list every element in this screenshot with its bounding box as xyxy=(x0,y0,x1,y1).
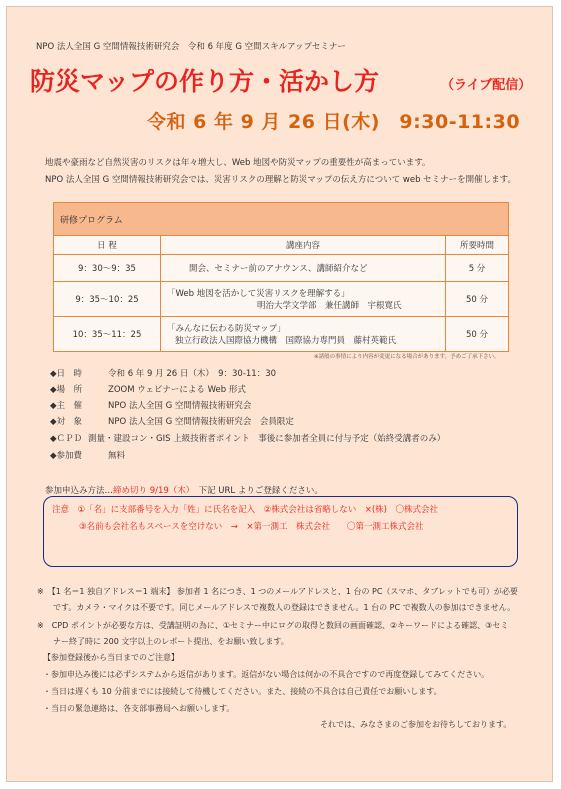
info-venue xyxy=(50,383,246,395)
table-row xyxy=(54,317,509,352)
program-table xyxy=(53,202,509,352)
footer-line-5: ・参加申込み後には必ずシステムから返信があります。返信がない場合は何かの不具合ですので再度登録してみてください。 xyxy=(43,670,490,679)
notice-line-1: 注意 ①「名」に支部番号を入力「姓」に氏名を記入 ②株式会社は省略しない ×(株) 〇株式会社 xyxy=(52,505,438,515)
row-duration: 50 分 xyxy=(446,282,509,317)
row-content xyxy=(161,282,446,317)
table-row xyxy=(54,282,509,317)
footer-heading: 【参加登録後から当日までのご注意】 xyxy=(43,653,179,662)
lecture-title: 「みんなに伝わる防災マップ」 xyxy=(167,324,286,334)
info-label: ◆日 時 xyxy=(50,369,83,379)
lecturer-name: 独立行政法人国際協力機構 国際協力専門員 藤村英範氏 xyxy=(175,336,397,346)
info-organizer xyxy=(50,399,251,411)
footer-line-6: ・当日は遅くも 10 分前までには接続して待機してください。また、接続の不具合は自己責任でお願いします。 xyxy=(43,687,442,696)
info-label: ◆場 所 xyxy=(50,385,83,395)
info-fee xyxy=(50,449,125,461)
info-label: ◆主 催 xyxy=(50,401,83,411)
info-value: 令和 6 年 9 月 26 日（木） 9：30-11：30 xyxy=(108,369,277,379)
row-content xyxy=(161,317,446,352)
program-note: ※諸般の事情により内容が変更になる場合があります。予めご了承下さい。 xyxy=(314,354,500,360)
program-header-row xyxy=(54,236,509,255)
info-target xyxy=(50,415,294,427)
header-content: 講座内容 xyxy=(161,236,446,255)
header-schedule: 日 程 xyxy=(54,236,161,255)
table-row xyxy=(54,255,509,282)
row-time: 9：30〜9：35 xyxy=(54,255,161,282)
footer-line-3: ※ CPD ポイントが必要な方は、受講証明の為に、①セミナー中にログの取得と数回の画面確認、②キーワードによる確認、③セミ xyxy=(37,621,509,630)
info-value: NPO 法人全国 G 空間情報技術研究会 xyxy=(108,401,252,411)
application-method xyxy=(45,484,323,496)
intro-line-1: 地震や豪雨など自然災害のリスクは年々増大し、Web 地図や防災マップの重要性が高まっています。 xyxy=(45,158,431,168)
organizer-header: NPO 法人全国 G 空間情報技術研究会 令和 6 年度 G 空間スキルアップセミナー xyxy=(36,42,346,52)
info-value: 測量・建設コン・GIS 上級技術者ポイント 事後に参加者全員に付与予定（始終受講者のみ） xyxy=(88,434,446,444)
row-duration: 50 分 xyxy=(446,317,509,352)
deadline-text: 締め切り 9/19（木） xyxy=(113,486,191,496)
program-caption: 研修プログラム xyxy=(54,203,509,236)
row-time: 10：35〜11：25 xyxy=(54,317,161,352)
info-label: ◆ＣＰＤ xyxy=(50,434,83,444)
row-duration: 5 分 xyxy=(446,255,509,282)
lecture-title: 「Web 地図を活かして災害リスクを理解する」 xyxy=(167,289,350,299)
live-stream-label: （ライブ配信） xyxy=(441,78,532,93)
info-date xyxy=(50,367,276,379)
lecturer-name: 明治大学文学部 兼任講師 宇根寛氏 xyxy=(257,301,402,311)
apply-prefix: 参加申込み方法… xyxy=(45,486,114,496)
header-duration: 所要時間 xyxy=(446,236,509,255)
info-value: ZOOM ウェビナーによる Web 形式 xyxy=(108,385,246,395)
footer-line-4: ナー終了時に 200 文字以上のレポート提出、をお願い致します。 xyxy=(37,637,289,646)
info-label: ◆参加費 xyxy=(50,451,83,461)
footer-line-1: ※ 【1 名＝1 独自アドレス＝1 端末】 参加者 1 名につき、1 つのメールアドレスと、1 台の PC（スマホ、タブレットでも可）が必要 xyxy=(37,587,518,596)
row-time: 9：35〜10：25 xyxy=(54,282,161,317)
notice-line-2: ③名前も会社名もスペースを空けない → ×第一測工 株式会社 〇第一測工株式会社 xyxy=(79,522,424,532)
footer-line-7: ・当日の緊急連絡は、各支部事務局へお願いします。 xyxy=(43,704,235,713)
seminar-datetime: 令和 6 年 9 月 26 日(木) 9:30-11:30 xyxy=(147,111,521,133)
intro-line-2: NPO 法人全国 G 空間情報技術研究会では、災害リスクの理解と防災マップの伝え方について web セミナーを開催します。 xyxy=(45,175,516,185)
info-value: NPO 法人全国 G 空間情報技術研究会 会員限定 xyxy=(108,417,294,427)
info-label: ◆対 象 xyxy=(50,417,83,427)
footer-line-2: です。カメラ・マイクは不要です。同じメールアドレスで複数人の登録はできません。1 台の PC で複数人の参加はできません。 xyxy=(37,603,516,612)
seminar-title: 防災マップの作り方・活かし方 xyxy=(30,67,380,96)
info-value: 無料 xyxy=(108,451,126,461)
closing-message: それでは、みなさまのご参加をお待ちしております。 xyxy=(320,720,512,729)
apply-suffix: 下記 URL よりご登録ください。 xyxy=(190,486,323,496)
info-cpd xyxy=(50,432,445,444)
row-content: 開会、セミナー前のアナウンス、講師紹介など xyxy=(161,255,446,282)
